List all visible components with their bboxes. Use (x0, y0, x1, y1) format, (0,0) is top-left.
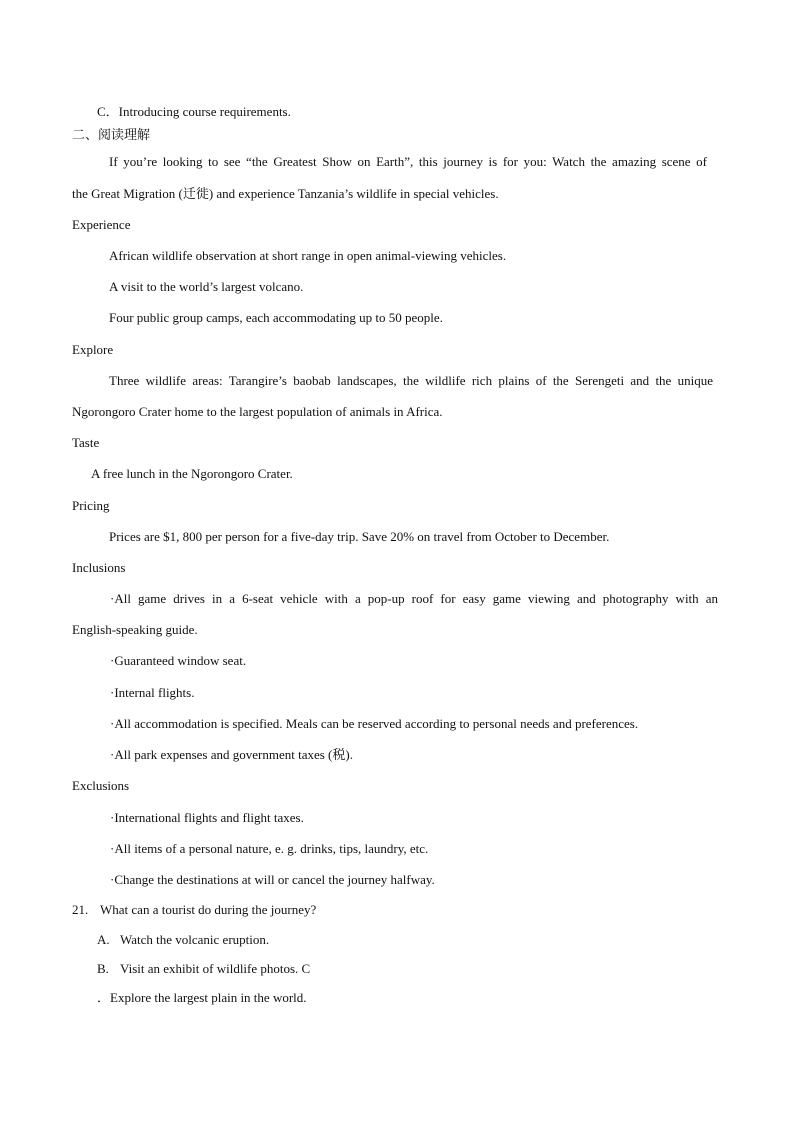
pricing-text: Prices are $1, 800 per person for a five-day trip. Save 20% on travel from October to December. (109, 529, 610, 544)
question-number: 21. (72, 902, 89, 917)
previous-option-c: C．Introducing course requirements. (97, 104, 291, 119)
intro-line-1: If you’re looking to see “the Greatest Show on Earth”, this journey is for you: Watch the amazing scene of (109, 154, 707, 169)
inclusions-item: ·All park expenses and government taxes (税). (110, 747, 353, 762)
exclusions-heading: Exclusions (72, 778, 130, 793)
inclusions-item: ·Guaranteed window seat. (110, 653, 247, 668)
exclusions-item: ·International flights and flight taxes. (110, 810, 304, 825)
exclusions-item: ·Change the destinations at will or cancel the journey halfway. (110, 872, 435, 887)
explore-line-2: Ngorongoro Crater home to the largest population of animals in Africa. (72, 404, 443, 419)
inclusions-item: ·All accommodation is specified. Meals can be reserved according to personal needs and preferences. (110, 716, 639, 731)
explore-line-1: Three wildlife areas: Tarangire’s baobab landscapes, the wildlife rich plains of the Serengeti and the unique (109, 373, 713, 388)
exclusions-item: ·All items of a personal nature, e. g. drinks, tips, laundry, etc. (110, 841, 429, 856)
inclusions-heading: Inclusions (72, 560, 126, 575)
experience-item: African wildlife observation at short range in open animal-viewing vehicles. (109, 248, 507, 263)
option-b-label: B. (97, 961, 109, 976)
intro-line-2: the Great Migration (迁徙) and experience Tanzania’s wildlife in special vehicles. (72, 186, 499, 201)
inclusions-item-1-line-1: ·All game drives in a 6-seat vehicle with a pop-up roof for easy game viewing and photography with an (110, 591, 718, 606)
section-heading: 二、阅读理解 (72, 127, 151, 142)
option-a-label: A. (97, 932, 110, 947)
experience-item: Four public group camps, each accommodating up to 50 people. (109, 310, 443, 325)
explore-heading: Explore (72, 342, 114, 357)
question-stem: What can a tourist do during the journey? (100, 902, 317, 917)
inclusions-item-1-line-2: English-speaking guide. (72, 622, 198, 637)
option-c-text: ．Explore the largest plain in the world. (97, 990, 307, 1005)
option-b-text: Visit an exhibit of wildlife photos. C (120, 961, 311, 976)
option-a-text: Watch the volcanic eruption. (120, 932, 270, 947)
taste-text: A free lunch in the Ngorongoro Crater. (91, 466, 293, 481)
inclusions-item: ·Internal flights. (110, 685, 195, 700)
experience-heading: Experience (72, 217, 131, 232)
experience-item: A visit to the world’s largest volcano. (109, 279, 304, 294)
taste-heading: Taste (72, 435, 100, 450)
pricing-heading: Pricing (72, 498, 110, 513)
